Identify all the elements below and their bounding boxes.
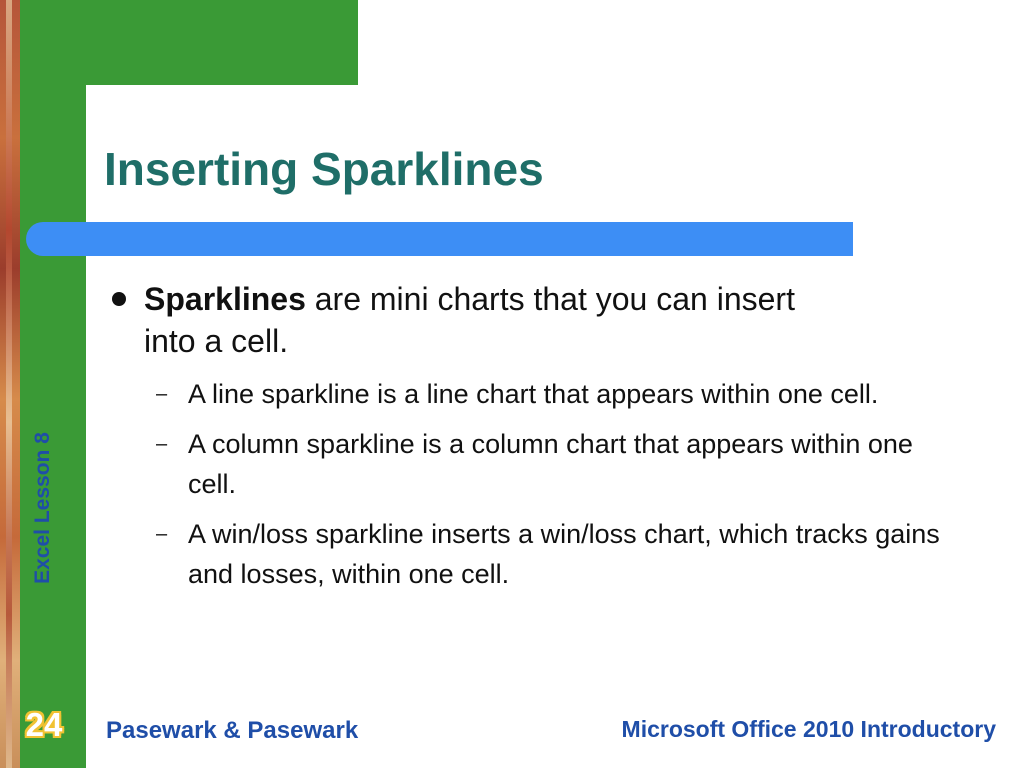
footer-author: Pasewark & Pasewark xyxy=(106,717,359,744)
page-number: 24 xyxy=(25,706,63,743)
footer-course: Microsoft Office 2010 Introductory xyxy=(621,716,996,742)
main-bullet xyxy=(104,278,844,362)
slide-content xyxy=(104,278,964,604)
sub-bullet xyxy=(104,424,964,504)
bullet-text: are mini charts that you can insert into a cell. xyxy=(144,281,795,359)
dash-marker: – xyxy=(156,523,168,545)
lesson-side-label: Excel Lesson 8 xyxy=(31,432,54,584)
green-top-bar xyxy=(20,0,358,85)
dash-marker: – xyxy=(156,383,168,405)
slide-title: Inserting Sparklines xyxy=(104,143,544,195)
sub-bullet-text: A win/loss sparkline inserts a win/loss chart, which tracks gains and losses, within one cell. xyxy=(188,519,940,589)
bullet-term: Sparklines xyxy=(144,281,306,317)
sub-bullet xyxy=(104,514,964,594)
bullet-dot-icon xyxy=(112,292,126,306)
sub-bullet-list xyxy=(104,374,964,594)
green-side-bar xyxy=(20,0,86,768)
decorative-photo-strip xyxy=(0,0,20,768)
title-underline-bar xyxy=(26,222,853,256)
sub-bullet xyxy=(104,374,964,414)
sub-bullet-text: A column sparkline is a column chart that appears within one cell. xyxy=(188,429,913,499)
dash-marker: – xyxy=(156,433,168,455)
sub-bullet-text: A line sparkline is a line chart that appears within one cell. xyxy=(188,379,879,409)
